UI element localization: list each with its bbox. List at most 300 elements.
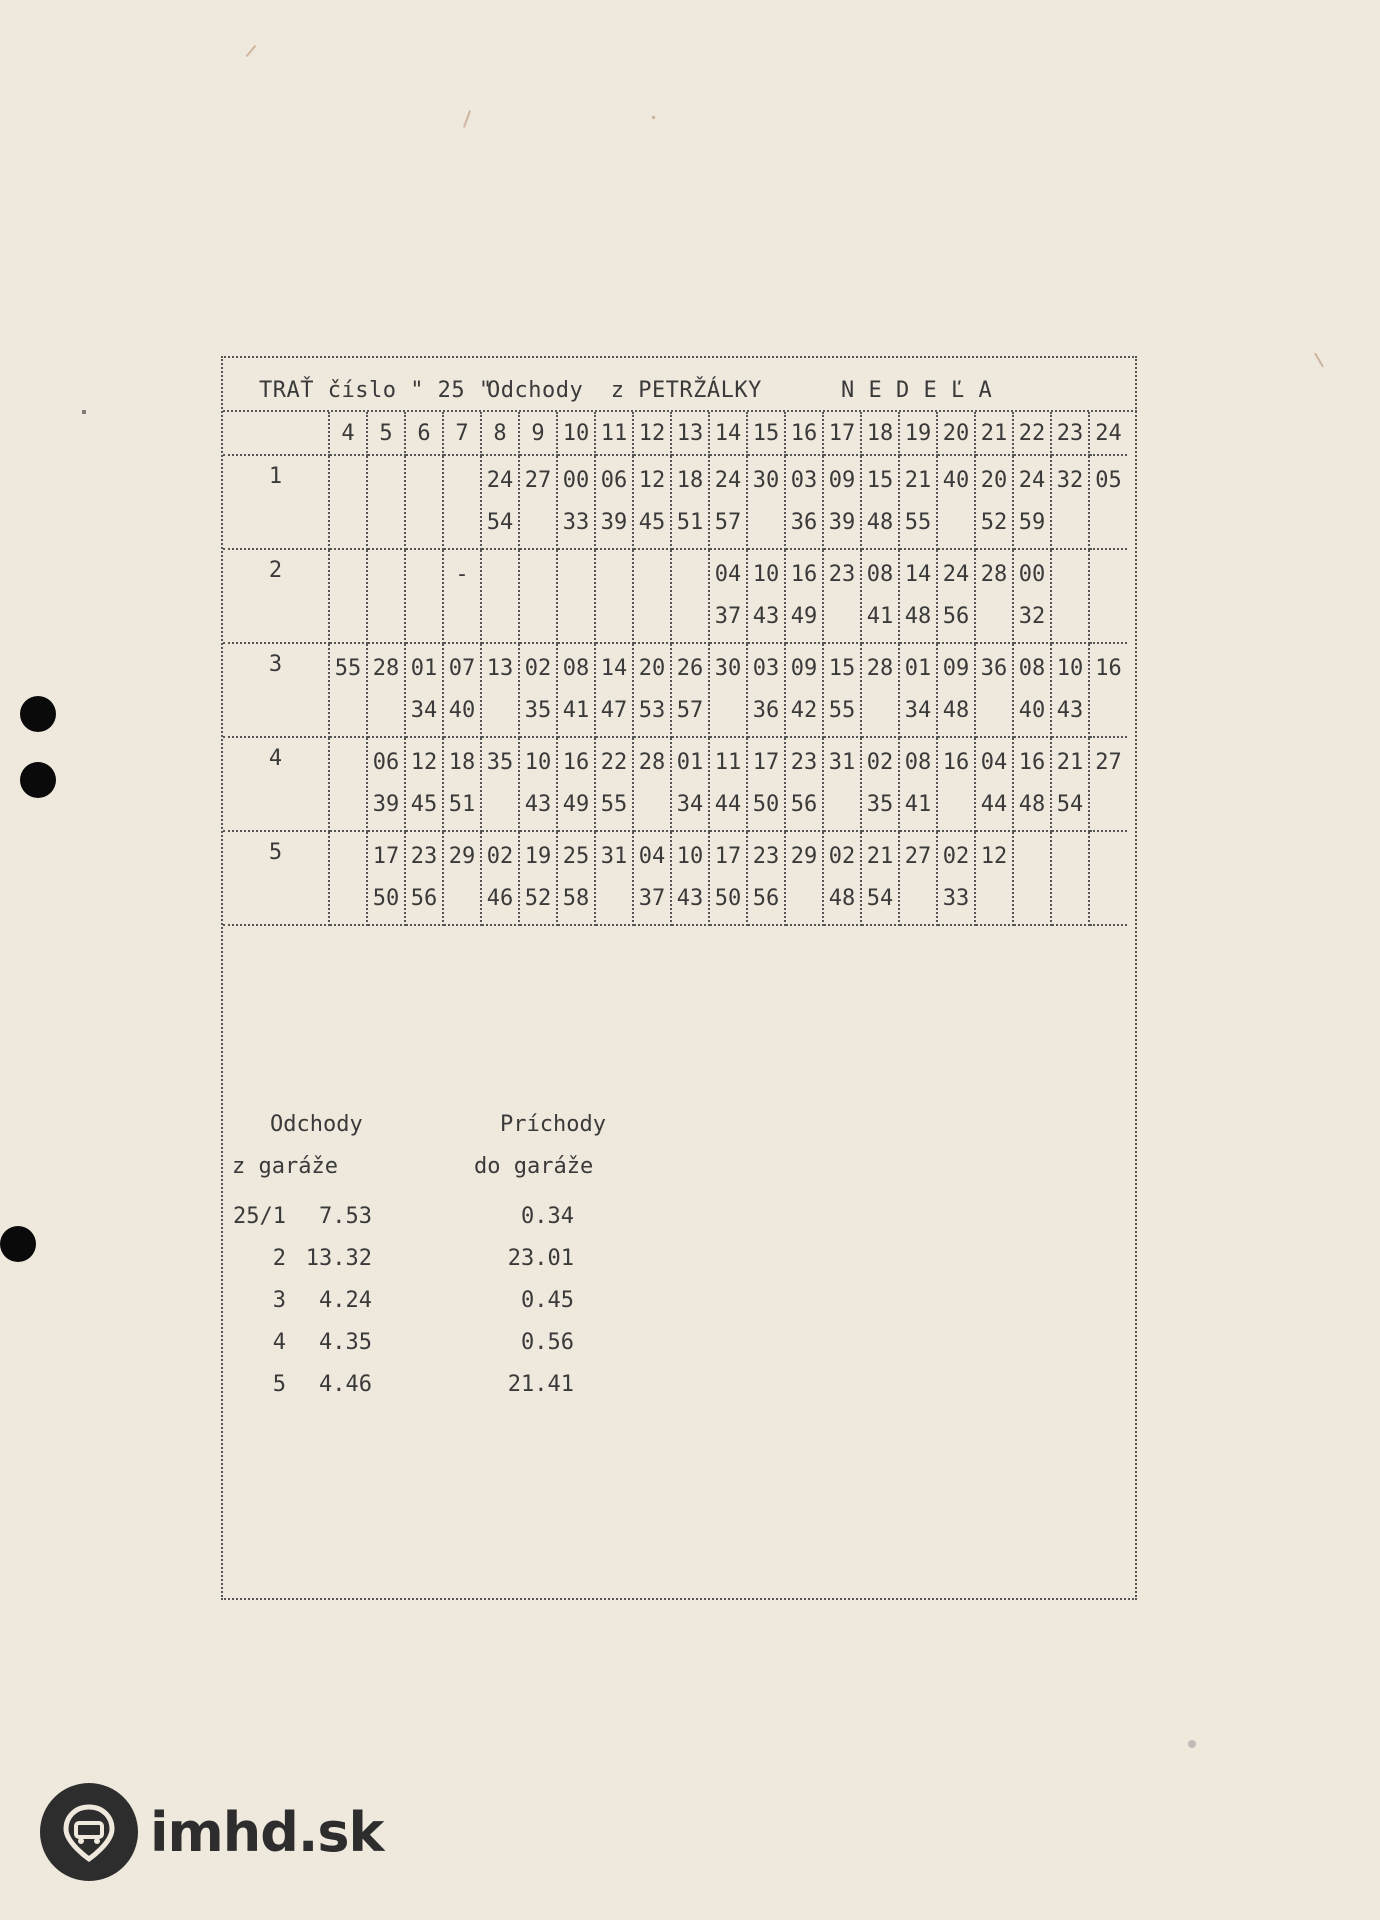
minutes-cell <box>633 737 671 831</box>
minutes-cell <box>481 549 519 643</box>
garage-run: 25/1 <box>233 1204 286 1229</box>
hour-header: 20 <box>937 412 975 455</box>
minutes-cell <box>823 643 861 737</box>
garage-run: 4 <box>272 1330 286 1355</box>
sheet-title-row <box>223 358 1137 412</box>
timetable-sheet <box>221 356 1137 1600</box>
departure-minute: 43 <box>752 604 780 629</box>
departure-minute: 36 <box>980 656 1008 681</box>
minutes-cell <box>671 455 709 549</box>
departure-minute <box>406 466 442 496</box>
departure-minute: 48 <box>942 698 970 723</box>
departure-minute: 23 <box>752 844 780 869</box>
departure-minute: 55 <box>600 792 628 817</box>
departure-minute: 55 <box>828 698 856 723</box>
minutes-cell <box>595 831 633 925</box>
hours-header-row <box>223 412 1127 455</box>
hour-header: 5 <box>367 412 405 455</box>
departure-minute: 57 <box>714 510 742 535</box>
departure-minute: 24 <box>1018 468 1046 493</box>
garage-departure: 4.35 <box>319 1330 372 1355</box>
hour-header: 17 <box>823 412 861 455</box>
departure-minute: 39 <box>828 510 856 535</box>
minutes-cell <box>1013 549 1051 643</box>
minutes-cell <box>367 549 405 643</box>
hour-header: 7 <box>443 412 481 455</box>
minutes-cell <box>861 549 899 643</box>
minutes-cell <box>595 643 633 737</box>
departure-minute: - <box>455 562 469 587</box>
departure-minute: 51 <box>448 792 476 817</box>
departure-minute: 10 <box>1056 656 1084 681</box>
minutes-cell <box>1013 737 1051 831</box>
departure-minute: 02 <box>866 750 894 775</box>
departure-minute: 50 <box>372 886 400 911</box>
departure-minute: 53 <box>638 698 666 723</box>
departure-minute <box>330 466 366 496</box>
punch-hole <box>0 1226 36 1262</box>
run-number: 4 <box>223 737 329 831</box>
minutes-cell <box>823 455 861 549</box>
departure-minute: 54 <box>486 510 514 535</box>
departure-minute: 37 <box>638 886 666 911</box>
departure-minute: 16 <box>942 750 970 775</box>
minutes-cell <box>1051 455 1089 549</box>
minutes-cell <box>747 643 785 737</box>
departure-minute: 08 <box>904 750 932 775</box>
departure-minute <box>1052 560 1088 590</box>
departures-subheading: z garáže <box>232 1154 338 1179</box>
minutes-cell <box>1051 831 1089 925</box>
minutes-cell <box>481 455 519 549</box>
departure-minute <box>330 748 366 778</box>
departure-minute <box>672 560 708 590</box>
departure-minute <box>482 790 518 820</box>
minutes-cell <box>633 831 671 925</box>
minutes-cell <box>633 549 671 643</box>
departure-minute: 02 <box>828 844 856 869</box>
departure-minute: 56 <box>790 792 818 817</box>
punch-hole <box>20 762 56 798</box>
garage-run: 2 <box>272 1246 286 1271</box>
minutes-cell <box>671 737 709 831</box>
departure-minute <box>596 884 632 914</box>
departure-minute: 49 <box>562 792 590 817</box>
minutes-cell <box>937 455 975 549</box>
departures-heading: Odchody <box>270 1112 363 1137</box>
departure-minute <box>368 508 404 538</box>
minutes-cell <box>367 455 405 549</box>
departure-minute <box>368 696 404 726</box>
departure-minute <box>596 602 632 632</box>
departure-minute: 06 <box>600 468 628 493</box>
departure-minute: 16 <box>562 750 590 775</box>
garage-run: 5 <box>272 1372 286 1397</box>
departure-minute: 55 <box>334 656 362 681</box>
departure-minute: 12 <box>980 844 1008 869</box>
paper-fiber <box>82 410 86 414</box>
minutes-cell <box>747 737 785 831</box>
imhd-logo <box>40 1782 383 1882</box>
route-label: TRAŤ číslo " 25 " <box>259 378 493 403</box>
run-row <box>223 643 1127 737</box>
departure-minute: 13 <box>486 656 514 681</box>
departure-minute: 32 <box>1056 468 1084 493</box>
departure-minute <box>558 602 594 632</box>
departure-minute: 19 <box>524 844 552 869</box>
run-row <box>223 549 1127 643</box>
departure-minute: 40 <box>448 698 476 723</box>
departure-minute: 34 <box>410 698 438 723</box>
departure-minute: 23 <box>410 844 438 869</box>
paper-fiber <box>1314 353 1324 368</box>
hour-header: 12 <box>633 412 671 455</box>
departure-minute: 51 <box>676 510 704 535</box>
hour-header: 10 <box>557 412 595 455</box>
departure-minute: 21 <box>866 844 894 869</box>
departure-minute <box>444 508 480 538</box>
hour-header: 9 <box>519 412 557 455</box>
departure-minute: 44 <box>714 792 742 817</box>
departure-minute: 47 <box>600 698 628 723</box>
hour-header: 16 <box>785 412 823 455</box>
run-row <box>223 737 1127 831</box>
minutes-cell <box>899 643 937 737</box>
departure-minute: 35 <box>486 750 514 775</box>
departure-minute: 52 <box>980 510 1008 535</box>
departure-minute: 09 <box>828 468 856 493</box>
garage-arrival: 23.01 <box>507 1246 574 1271</box>
departure-minute: 36 <box>752 698 780 723</box>
departure-minute <box>1052 842 1088 872</box>
minutes-cell <box>747 831 785 925</box>
departure-minute: 10 <box>524 750 552 775</box>
departure-minute: 28 <box>638 750 666 775</box>
garage-departure: 4.46 <box>319 1372 372 1397</box>
departure-minute <box>786 884 822 914</box>
departure-minute <box>330 696 366 726</box>
minutes-cell <box>481 643 519 737</box>
minutes-cell <box>633 455 671 549</box>
minutes-cell <box>1013 455 1051 549</box>
departure-minute: 03 <box>752 656 780 681</box>
departure-minute: 41 <box>866 604 894 629</box>
departure-minute <box>672 602 708 632</box>
departure-minute <box>1090 602 1127 632</box>
departure-minute: 48 <box>904 604 932 629</box>
minutes-cell <box>443 831 481 925</box>
departure-minute: 04 <box>714 562 742 587</box>
garage-arrival: 0.34 <box>521 1204 574 1229</box>
departure-minute: 41 <box>904 792 932 817</box>
departure-minute: 09 <box>942 656 970 681</box>
minutes-cell <box>1089 831 1127 925</box>
departure-minute <box>824 602 860 632</box>
arrivals-subheading: do garáže <box>474 1154 594 1179</box>
minutes-cell <box>709 643 747 737</box>
minutes-cell <box>481 831 519 925</box>
departure-minute: 55 <box>904 510 932 535</box>
departure-minute: 42 <box>790 698 818 723</box>
minutes-cell <box>595 455 633 549</box>
departure-minute <box>330 790 366 820</box>
departure-minute: 18 <box>448 750 476 775</box>
minutes-cell <box>899 549 937 643</box>
departure-minute: 44 <box>980 792 1008 817</box>
garage-arrival: 0.45 <box>521 1288 574 1313</box>
run-number: 1 <box>223 455 329 549</box>
departure-minute: 10 <box>752 562 780 587</box>
departure-minute: 46 <box>486 886 514 911</box>
minutes-cell <box>937 737 975 831</box>
departure-minute <box>634 790 670 820</box>
departure-minute: 26 <box>676 656 704 681</box>
departure-minute: 28 <box>980 562 1008 587</box>
minutes-cell <box>899 737 937 831</box>
departure-minute: 31 <box>828 750 856 775</box>
departure-minute <box>634 560 670 590</box>
departure-minute <box>368 466 404 496</box>
departure-minute: 16 <box>1095 656 1122 681</box>
departure-minute <box>520 508 556 538</box>
minutes-cell <box>405 549 443 643</box>
departure-minute <box>1052 602 1088 632</box>
departure-minute <box>482 560 518 590</box>
departure-minute <box>1090 884 1127 914</box>
departure-minute: 11 <box>714 750 742 775</box>
departure-minute: 24 <box>714 468 742 493</box>
departure-minute: 32 <box>1018 604 1046 629</box>
departure-minute: 02 <box>486 844 514 869</box>
hour-header: 21 <box>975 412 1013 455</box>
minutes-cell <box>633 643 671 737</box>
minutes-cell <box>329 455 367 549</box>
minutes-cell <box>1051 737 1089 831</box>
minutes-cell <box>443 643 481 737</box>
departure-minute: 43 <box>676 886 704 911</box>
minutes-cell <box>785 643 823 737</box>
minutes-cell <box>785 455 823 549</box>
minutes-cell <box>519 643 557 737</box>
imhd-wordmark: imhd.sk <box>150 1800 384 1864</box>
departure-minute: 02 <box>942 844 970 869</box>
departure-minute: 33 <box>942 886 970 911</box>
departure-minute: 30 <box>752 468 780 493</box>
minutes-cell <box>519 549 557 643</box>
minutes-cell <box>861 831 899 925</box>
departure-minute <box>330 602 366 632</box>
minutes-cell <box>329 643 367 737</box>
punch-hole <box>20 696 56 732</box>
departure-minute: 00 <box>562 468 590 493</box>
minutes-cell <box>899 455 937 549</box>
departure-minute: 43 <box>1056 698 1084 723</box>
departure-minute: 07 <box>448 656 476 681</box>
departure-minute: 34 <box>904 698 932 723</box>
departure-minute: 43 <box>524 792 552 817</box>
departure-minute <box>1014 884 1050 914</box>
minutes-cell <box>861 737 899 831</box>
departure-minute <box>976 602 1012 632</box>
garage-arrival: 0.56 <box>521 1330 574 1355</box>
hour-header: 23 <box>1051 412 1089 455</box>
departure-minute <box>330 884 366 914</box>
minutes-cell <box>785 737 823 831</box>
day-label: N E D E Ľ A <box>841 378 993 403</box>
departure-minute <box>444 884 480 914</box>
departure-minute: 27 <box>904 844 932 869</box>
minutes-cell <box>937 831 975 925</box>
departure-minute: 16 <box>1018 750 1046 775</box>
minutes-cell <box>481 737 519 831</box>
departure-minute: 31 <box>600 844 628 869</box>
minutes-cell <box>405 643 443 737</box>
departure-minute <box>444 602 480 632</box>
departure-minute <box>482 696 518 726</box>
departure-minute: 56 <box>752 886 780 911</box>
departure-minute: 57 <box>676 698 704 723</box>
departure-minute <box>710 696 746 726</box>
minutes-cell <box>1051 643 1089 737</box>
run-number: 2 <box>223 549 329 643</box>
minutes-cell <box>975 549 1013 643</box>
minutes-cell <box>405 455 443 549</box>
departure-minute: 01 <box>676 750 704 775</box>
run-row <box>223 455 1127 549</box>
hour-header: 4 <box>329 412 367 455</box>
paper-fiber <box>1188 1740 1196 1748</box>
departure-minute <box>824 790 860 820</box>
minutes-cell <box>785 831 823 925</box>
departure-minute: 03 <box>790 468 818 493</box>
departure-minute: 24 <box>942 562 970 587</box>
hour-header: 14 <box>709 412 747 455</box>
departure-minute: 27 <box>524 468 552 493</box>
run-number: 5 <box>223 831 329 925</box>
garage-departure: 4.24 <box>319 1288 372 1313</box>
departure-minute <box>1014 842 1050 872</box>
departure-minute: 18 <box>676 468 704 493</box>
minutes-cell <box>1089 549 1127 643</box>
departure-minute <box>330 842 366 872</box>
minutes-cell <box>709 455 747 549</box>
hour-header: 13 <box>671 412 709 455</box>
departure-minute: 08 <box>866 562 894 587</box>
minutes-cell <box>709 737 747 831</box>
departure-minute: 48 <box>866 510 894 535</box>
minutes-cell <box>519 455 557 549</box>
departure-minute <box>1090 790 1127 820</box>
departure-minute: 27 <box>1095 750 1122 775</box>
minutes-cell <box>747 455 785 549</box>
departure-minute: 58 <box>562 886 590 911</box>
departure-minute: 21 <box>1056 750 1084 775</box>
minutes-cell <box>557 455 595 549</box>
direction-label: Odchody z PETRŽÁLKY <box>487 378 762 403</box>
hour-header: 19 <box>899 412 937 455</box>
minutes-cell <box>823 831 861 925</box>
departure-minute <box>1052 884 1088 914</box>
departure-minute <box>330 560 366 590</box>
departure-minute: 06 <box>372 750 400 775</box>
minutes-cell <box>443 455 481 549</box>
departure-minute: 29 <box>790 844 818 869</box>
run-row <box>223 831 1127 925</box>
departure-minute: 49 <box>790 604 818 629</box>
minutes-cell <box>975 643 1013 737</box>
minutes-cell <box>595 549 633 643</box>
paper-fiber <box>652 116 655 119</box>
departure-minute <box>862 696 898 726</box>
departure-minute <box>1090 560 1127 590</box>
departure-minute: 23 <box>828 562 856 587</box>
departure-minute: 01 <box>904 656 932 681</box>
minutes-cell <box>1089 643 1127 737</box>
minutes-cell <box>861 455 899 549</box>
arrivals-heading: Príchody <box>500 1112 606 1137</box>
run-number: 3 <box>223 643 329 737</box>
minutes-cell <box>595 737 633 831</box>
departure-minute <box>900 884 936 914</box>
minutes-cell <box>405 831 443 925</box>
departure-minute: 50 <box>714 886 742 911</box>
hour-header: 15 <box>747 412 785 455</box>
departure-minute: 39 <box>372 792 400 817</box>
departure-minute: 39 <box>600 510 628 535</box>
departure-minute: 02 <box>524 656 552 681</box>
departure-minute: 45 <box>638 510 666 535</box>
minutes-cell <box>557 549 595 643</box>
garage-departure: 13.32 <box>305 1246 372 1271</box>
departure-minute: 15 <box>828 656 856 681</box>
hour-header: 6 <box>405 412 443 455</box>
departure-minute <box>938 508 974 538</box>
minutes-cell <box>975 737 1013 831</box>
garage-arrival: 21.41 <box>507 1372 574 1397</box>
departure-minute <box>1090 508 1127 538</box>
departure-minute: 34 <box>676 792 704 817</box>
departure-minute: 35 <box>524 698 552 723</box>
minutes-cell <box>785 549 823 643</box>
departure-minute: 12 <box>410 750 438 775</box>
minutes-cell <box>1089 737 1127 831</box>
departure-minute: 45 <box>410 792 438 817</box>
minutes-cell <box>709 549 747 643</box>
minutes-cell <box>823 549 861 643</box>
departure-minute <box>368 602 404 632</box>
garage-departure: 7.53 <box>319 1204 372 1229</box>
departure-minute <box>976 884 1012 914</box>
departure-minute: 50 <box>752 792 780 817</box>
hour-header: 24 <box>1089 412 1127 455</box>
departure-minute: 20 <box>980 468 1008 493</box>
hour-header: 22 <box>1013 412 1051 455</box>
paper-fiber <box>246 45 257 57</box>
departure-minute: 20 <box>638 656 666 681</box>
minutes-cell <box>367 643 405 737</box>
departure-minute: 29 <box>448 844 476 869</box>
departure-minute <box>406 602 442 632</box>
minutes-cell <box>557 831 595 925</box>
departure-minute: 10 <box>676 844 704 869</box>
corner-cell <box>223 412 329 455</box>
minutes-cell <box>671 549 709 643</box>
minutes-cell <box>557 737 595 831</box>
minutes-cell <box>557 643 595 737</box>
minutes-cell <box>671 643 709 737</box>
departure-minute: 12 <box>638 468 666 493</box>
departure-minute: 17 <box>372 844 400 869</box>
